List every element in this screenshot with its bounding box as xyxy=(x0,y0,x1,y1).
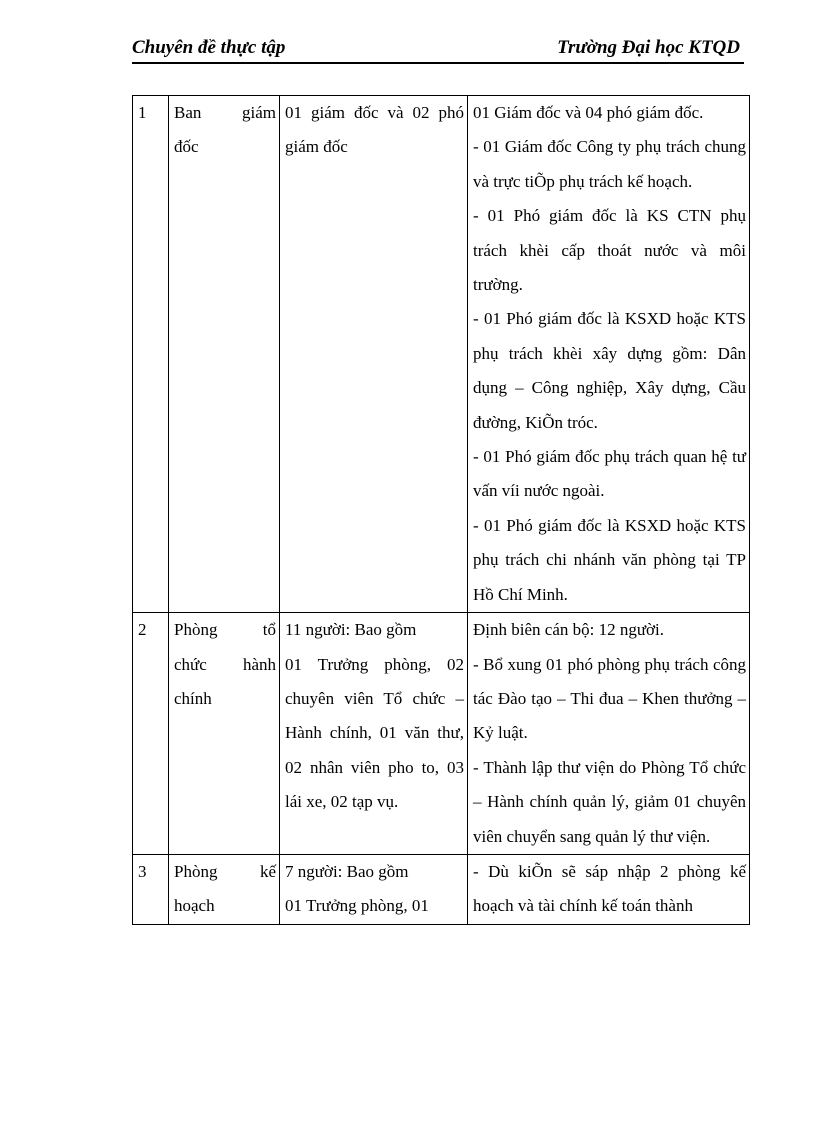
proposed-line: 01 Giám đốc và 04 phó giám đốc. xyxy=(473,103,704,122)
header-title-right: Trường Đại học KTQD xyxy=(557,37,740,58)
department-name-line: Phòng tổ xyxy=(174,620,276,640)
department-name xyxy=(169,854,280,924)
current-staffing-text: 11 người: Bao gồm xyxy=(285,620,417,640)
page-header xyxy=(132,36,744,64)
table-row xyxy=(133,613,750,855)
proposed-line: - 01 Giám đốc Công ty phụ trách chung và trực tiÕp phụ trách kế hoạch. xyxy=(473,137,746,191)
department-name-line: hoạch xyxy=(174,896,215,916)
current-staffing xyxy=(280,96,468,613)
department-name-line: Ban giám xyxy=(174,103,276,122)
table-row xyxy=(133,854,750,924)
current-staffing-text: 01 giám đốc và 02 phó giám đốc xyxy=(285,103,464,157)
row-number: 3 xyxy=(133,854,169,924)
proposed-staffing xyxy=(468,613,750,855)
proposed-line: Định biên cán bộ: 12 người. xyxy=(473,620,665,640)
department-name-line: Phòng kế xyxy=(174,861,276,881)
current-staffing-text: 01 Trưởng phòng, 02 chuyên viên Tổ chức – Hành chính, 01 văn thư, 02 nhân viên pho to, 03 lái xe, 02 tạp vụ. xyxy=(285,654,464,812)
department-name-line: chức hành xyxy=(174,654,276,674)
department-name-line: chính xyxy=(174,688,212,708)
proposed-line: - 01 Phó giám đốc là KSXD hoặc KTS phụ trách chi nhánh văn phòng tại TP Hồ Chí Minh. xyxy=(473,515,746,604)
current-staffing xyxy=(280,854,468,924)
proposed-line: - 01 Phó giám đốc là KSXD hoặc KTS phụ trách khèi xây dựng gồm: Dân dụng – Công nghiệp, Xây dựng, Cầu đường, KiÕn tróc. xyxy=(473,309,746,432)
row-number: 1 xyxy=(133,96,169,613)
proposed-line: - Thành lập thư viện do Phòng Tổ chức – Hành chính quản lý, giảm 01 chuyên viên chuyển sang quản lý thư viện. xyxy=(473,757,746,846)
proposed-staffing xyxy=(468,854,750,924)
current-staffing-text: 7 người: Bao gồm xyxy=(285,861,409,881)
staffing-table xyxy=(132,95,750,925)
department-name xyxy=(169,613,280,855)
proposed-line: - 01 Phó giám đốc là KS CTN phụ trách khèi cấp thoát nước và môi trường. xyxy=(473,206,746,295)
table-row xyxy=(133,96,750,613)
department-name xyxy=(169,96,280,613)
current-staffing xyxy=(280,613,468,855)
proposed-line: - Bổ xung 01 phó phòng phụ trách công tác Đào tạo – Thi đua – Khen thưởng – Kỷ luật. xyxy=(473,654,746,743)
department-name-line: đốc xyxy=(174,137,199,157)
proposed-line: - 01 Phó giám đốc phụ trách quan hệ tư vấn víi nước ngoài. xyxy=(473,447,746,501)
proposed-staffing xyxy=(468,96,750,613)
header-title-left: Chuyên đề thực tập xyxy=(132,37,286,58)
proposed-line: - Dù kiÕn sẽ sáp nhập 2 phòng kế hoạch và tài chính kế toán thành xyxy=(473,861,746,916)
row-number: 2 xyxy=(133,613,169,855)
current-staffing-text: 01 Trưởng phòng, 01 xyxy=(285,896,429,916)
